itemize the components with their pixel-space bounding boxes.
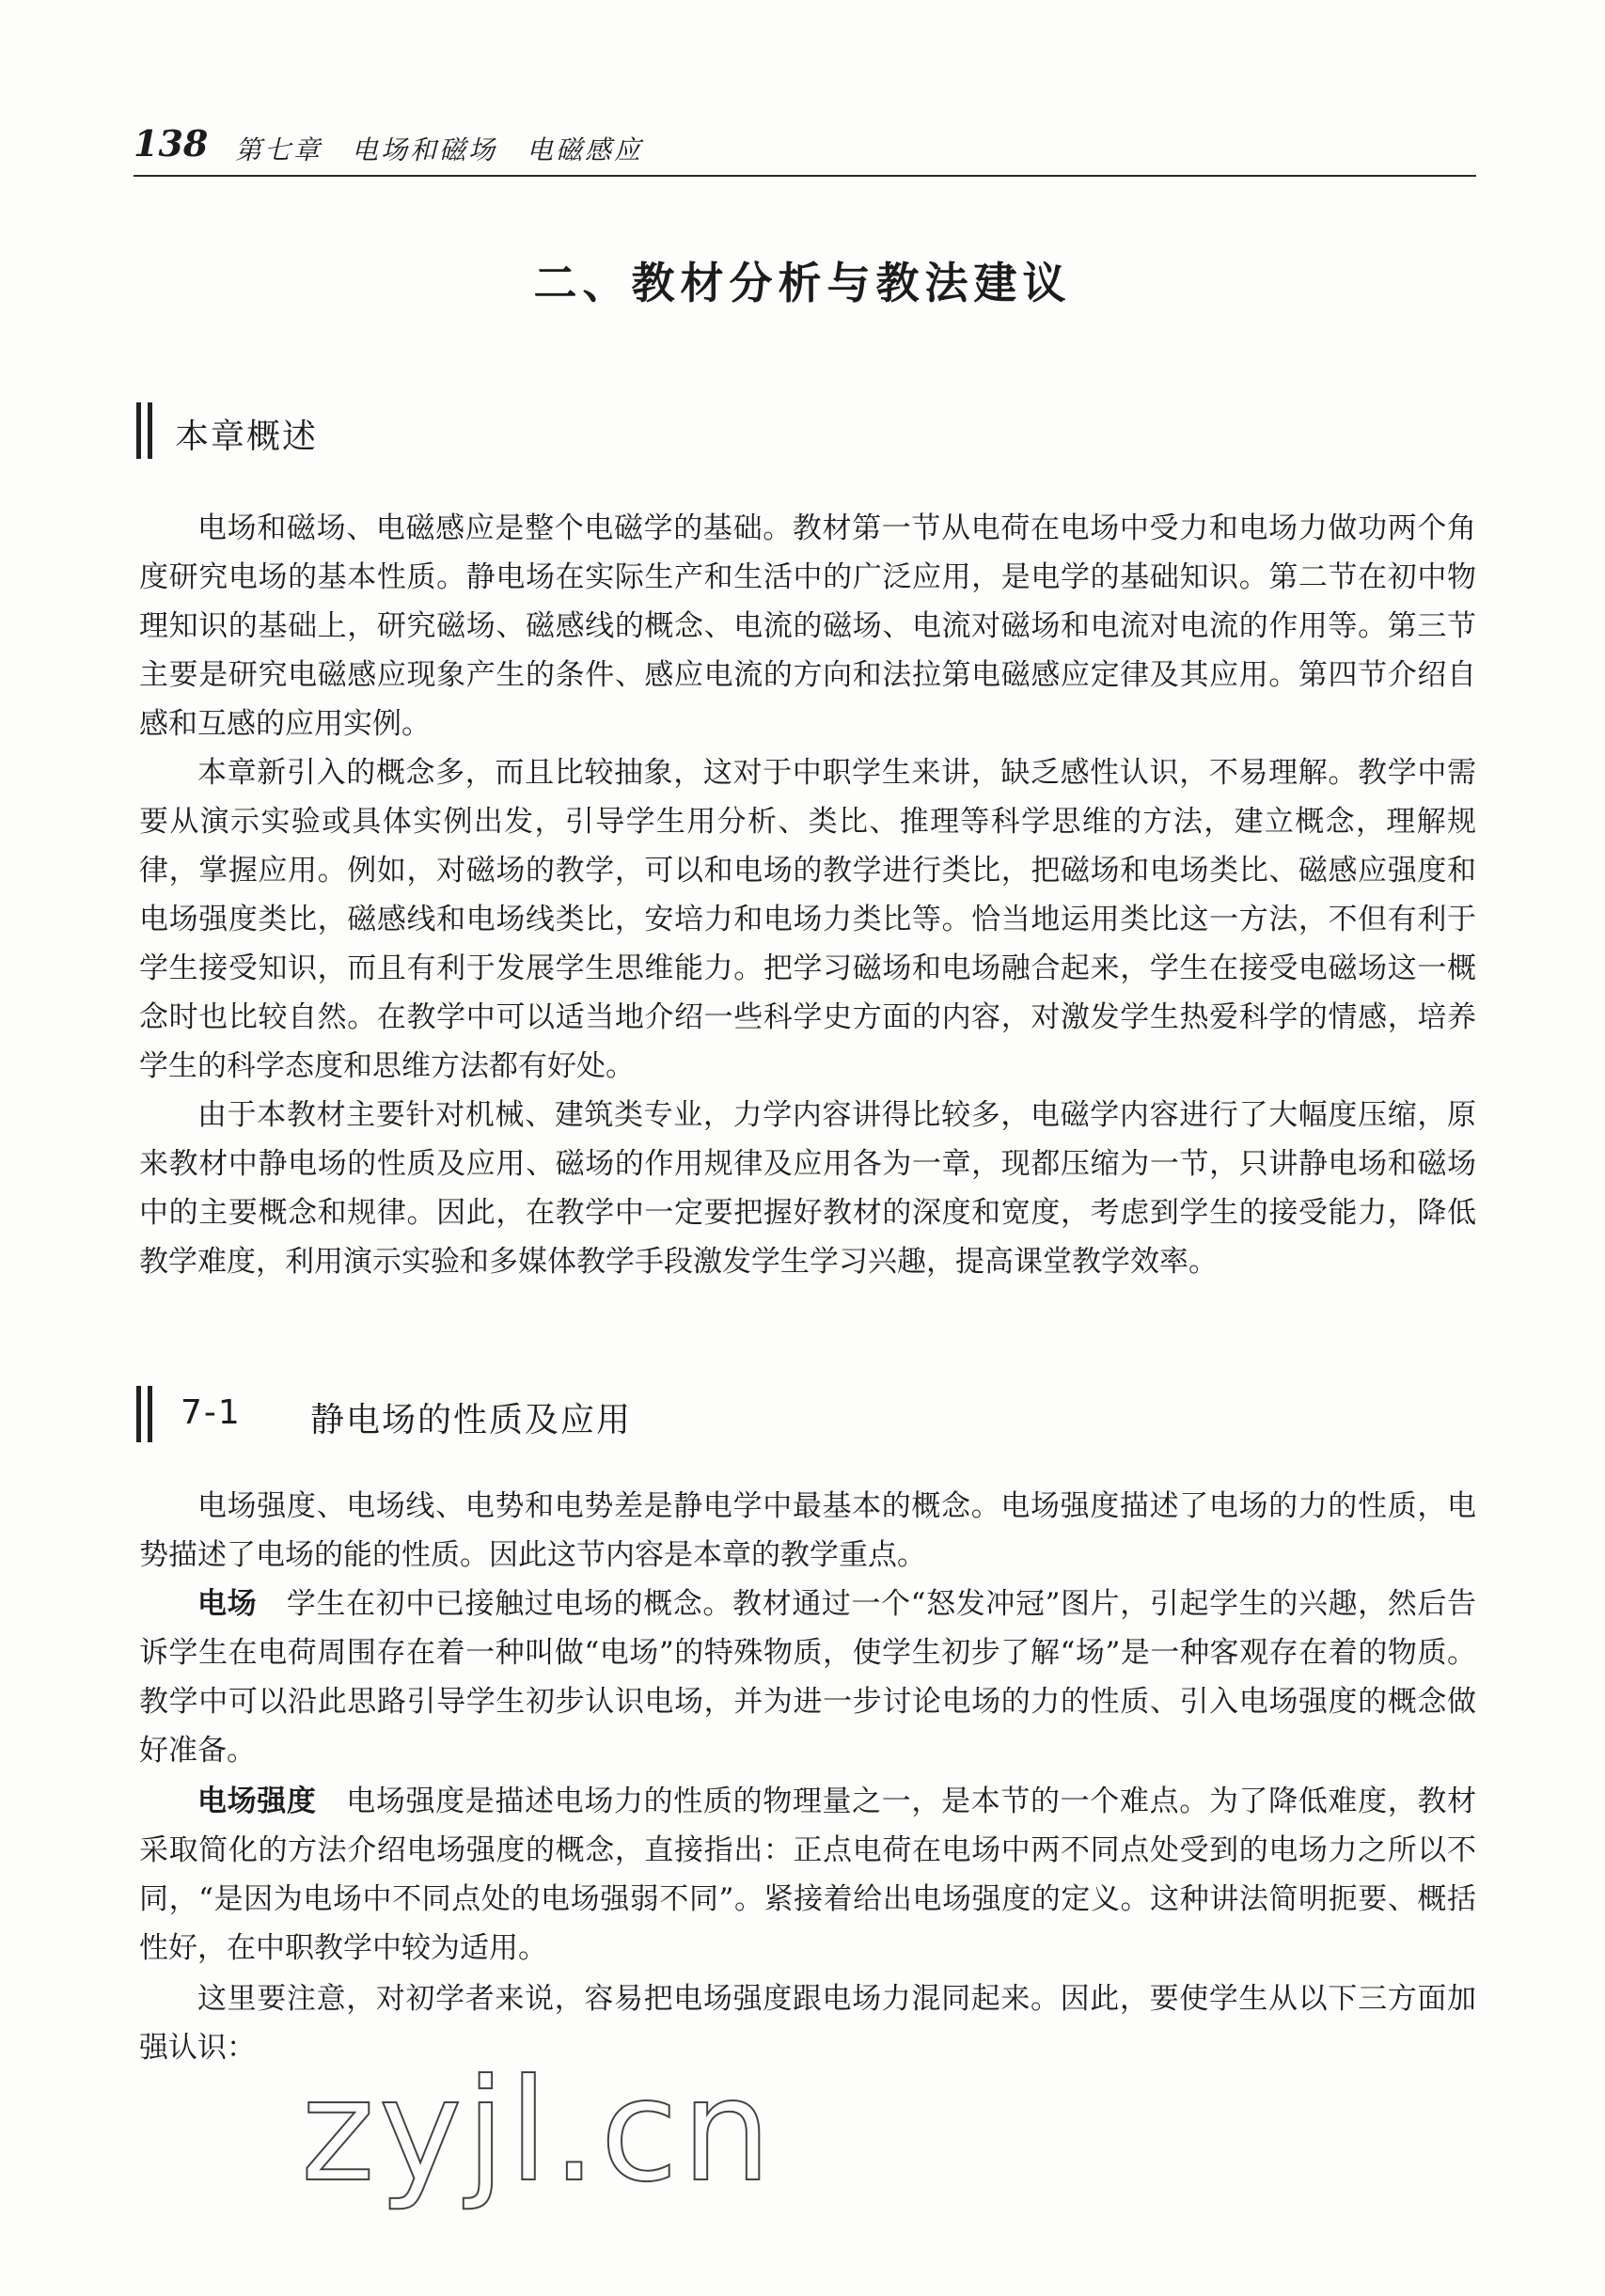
- paragraph: 电场和磁场、电磁感应是整个电磁学的基础。教材第一节从电荷在电场中受力和电场力做功两个角度研究电场的基本性质。静电场在实际生产和生活中的广泛应用，是电学的基础知识。第二节在初中物理知识的基础上，研究磁场、磁感线的概念、电流的磁场、电流对磁场和电流对电流的作用等。第三节主要是研究电磁感应现象产生的条件、感应电流的方向和法拉第电磁感应定律及其应用。第四节介绍自感和互感的应用实例。: [139, 511, 1476, 741]
- section-heading: 静电场的性质及应用: [310, 1401, 633, 1439]
- term-text: 电场强度是描述电场力的性质的物理量之一，是本节的一个难点。为了降低难度，教材采取简化的方法介绍电场强度的概念，直接指出：正点电荷在电场中两不同点处受到的电场力之所以不同，“是因为电场中不同点处的电场强弱不同”。紧接着给出电场强度的定义。这种讲法简明扼要、概括性好，在中职教学中较为适用。: [139, 1785, 1477, 1965]
- paragraph: 本章新引入的概念多，而且比较抽象，这对于中职学生来讲，缺乏感性认识，不易理解。教学中需要从演示实验或具体实例出发，引导学生用分析、类比、推理等科学思维的方法，建立概念，理解规律，掌握应用。例如，对磁场的教学，可以和电场的教学进行类比，把磁场和电场类比、磁感应强度和电场强度类比，磁感线和电场线类比，安培力和电场力类比等。恰当地运用类比这一方法，不但有利于学生接受知识，而且有利于发展学生思维能力。把学习磁场和电场融合起来，学生在接受电磁场这一概念时也比较自然。在教学中可以适当地介绍一些科学史方面的内容，对激发学生热爱科学的情感，培养学生的科学态度和思维方法都有好处。: [139, 756, 1476, 1083]
- term-text: 学生在初中已接触过电场的概念。教材通过一个“怒发冲冠”图片，引起学生的兴趣，然后告诉学生在电荷周围存在着一种叫做“电场”的特殊物质，使学生初步了解“场”是一种客观存在着的物质。教学中可以沿此思路引导学生初步认识电场，并为进一步讨论电场的力的性质、引入电场强度的概念做好准备。: [139, 1587, 1477, 1768]
- page-number: 138: [134, 122, 209, 165]
- chapter-title: 第七章 电场和磁场 电磁感应: [235, 134, 644, 165]
- paragraph: 电场强度、电场线、电势和电势差是静电学中最基本的概念。电场强度描述了电场的力的性质，电势描述了电场的能的性质。因此这节内容是本章的教学重点。: [139, 1489, 1476, 1572]
- page-header: [134, 120, 1476, 177]
- watermark: zyjl.cn: [301, 2050, 776, 2213]
- term-label: 电场: [197, 1587, 258, 1621]
- section-number: 7-1: [181, 1393, 242, 1432]
- page-title: 二、教材分析与教法建议: [533, 258, 1072, 308]
- section-marker: [148, 402, 152, 459]
- section-marker: [136, 1386, 141, 1442]
- section-heading: 本章概述: [175, 417, 319, 456]
- paragraph: 这里要注意，对初学者来说，容易把电场强度跟电场力混同起来。因此，要使学生从以下三方面加强认识：: [139, 1982, 1476, 2065]
- term-label: 电场强度: [197, 1785, 317, 1818]
- paragraph: [139, 1777, 1476, 1973]
- paragraph: 由于本教材主要针对机械、建筑类专业，力学内容讲得比较多，电磁学内容进行了大幅度压缩，原来教材中静电场的性质及应用、磁场的作用规律及应用各为一章，现都压缩为一节，只讲静电场和磁场中的主要概念和规律。因此，在教学中一定要把握好教材的深度和宽度，考虑到学生的接受能力，降低教学难度，利用演示实验和多媒体教学手段激发学生学习兴趣，提高课堂教学效率。: [139, 1098, 1476, 1279]
- section-marker: [136, 402, 141, 459]
- section-marker: [148, 1386, 152, 1442]
- paragraph: [139, 1580, 1476, 1775]
